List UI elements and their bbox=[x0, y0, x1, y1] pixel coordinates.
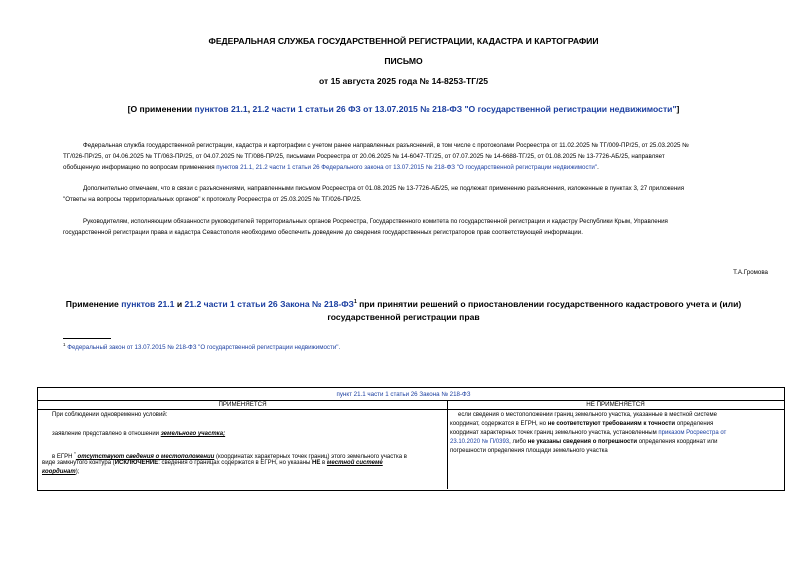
left-cell-line-1: При соблюдении одновременно условий: bbox=[52, 412, 168, 418]
document-type: ПИСЬМО bbox=[384, 56, 423, 66]
right-cell-coords: координат, содержатся в ЕГРН, но bbox=[450, 421, 548, 427]
paragraph-1-end: . bbox=[597, 164, 599, 171]
paragraph-1-line-3 bbox=[63, 163, 599, 174]
footnote-separator bbox=[63, 338, 111, 339]
column-header-applies: ПРИМЕНЯЕТСЯ bbox=[218, 401, 267, 408]
left-cell-in: в bbox=[320, 460, 327, 466]
table-caption[interactable]: пункт 21.1 части 1 статьи 26 Закона № 218-ФЗ bbox=[336, 391, 471, 398]
left-cell-egrn: в ЕГРН bbox=[52, 454, 75, 460]
section-title-mid: и bbox=[174, 299, 185, 309]
left-cell-not: НЕ bbox=[312, 460, 321, 466]
right-cell-order-link[interactable]: приказом Росреестра от bbox=[658, 430, 727, 436]
right-cell-line-1: если сведения о местоположении границ земельного участка, указанные в местной системе bbox=[458, 412, 717, 418]
paragraph-3-line-2: государственной регистрации права и кадастра Севастополя необходимо обеспечить доведение до сведения государственных регистраторов прав соответствующей информации. bbox=[63, 229, 583, 236]
subject-link-21-1[interactable]: пунктов 21.1 bbox=[194, 104, 248, 114]
left-cell-line-4 bbox=[42, 459, 383, 469]
paragraph-1-text: обобщенную информацию по вопросам применения bbox=[63, 164, 217, 171]
left-cell-line-2 bbox=[52, 430, 225, 440]
section-title-line-2: государственной регистрации прав bbox=[327, 312, 480, 322]
right-cell-order-number-link[interactable]: 23.10.2020 № П/0393 bbox=[450, 439, 510, 445]
section-title-pre: Применение bbox=[65, 299, 122, 309]
footnote bbox=[63, 342, 340, 351]
right-cell-determination: определения bbox=[675, 421, 714, 427]
subject-separator: , bbox=[247, 104, 253, 114]
left-cell-exception: ИСКЛЮЧЕНИЕ bbox=[114, 460, 159, 466]
paragraph-3-line-1: Руководителям, исполняющим обязанности руководителей территориальных органов Росреестра, Государственного комитета по государственной регистрации и кадастру Республики Крым, Управления bbox=[83, 218, 668, 225]
paragraph-1-line-1: Федеральная служба государственной регистрации, кадастра и картографии с учетом ранее направленных разъяснений, в том числе с протоколами Росреестра от 11.02.2025 № ТГ/009-ПР/25, от 25.03.2025 № bbox=[83, 142, 689, 149]
section-link-21-1[interactable]: пунктов 21.1 bbox=[121, 299, 175, 309]
footnote-mark: 1 bbox=[63, 342, 66, 347]
section-title-post: при принятии решений о приостановлении государственного кадастрового учета и (или) bbox=[356, 299, 742, 309]
right-cell-or: , либо bbox=[509, 439, 528, 445]
footnote-reference[interactable]: 1 bbox=[353, 299, 357, 306]
subject-open: [О применении bbox=[127, 104, 195, 114]
left-cell-no-location: отсутствуют сведения о местоположении bbox=[75, 454, 215, 460]
paragraph-2-line-2: "Ответы на вопросы территориальных органов" к протоколу Росреестра от 25.03.2025 № ТГ/026-ПР/25. bbox=[63, 196, 362, 203]
paragraph-1-law-link[interactable]: пунктов 21.1, 21.2 части 1 статьи 26 Федерального закона от 13.07.2015 № 218-ФЗ "О государственной регистрации недвижимости" bbox=[216, 164, 598, 171]
left-cell-text: заявление представлено в отношении bbox=[52, 431, 161, 437]
signature: Т.А.Громова bbox=[733, 269, 768, 276]
paragraph-1-line-2: ТГ/026-ПР/25, от 04.06.2025 № ТГ/063-ПР/25, от 04.07.2025 № ТГ/086-ПР/25, письмами Росреестра от 20.06.2025 № 14-6047-ТГ/25, от 07.07.2025 № 14-6688-ТГ/25, от 01.08.2025 № 13-7726-АБ/25, направляет bbox=[63, 153, 665, 160]
right-cell-line-5: погрешности определения площади земельного участка bbox=[450, 448, 608, 454]
paragraph-2-line-1: Дополнительно отмечаем, что в связи с разъяснениями, направленными письмом Росреестра от 01.08.2025 № 13-7726-АБ/25, не подлежат применению разъяснения, изложенные в пунктах 3, 27 приложения bbox=[83, 185, 685, 192]
left-cell-asterisk: * bbox=[74, 451, 76, 456]
left-cell-end: ); bbox=[75, 469, 80, 475]
right-cell-or-coords: определения координат или bbox=[637, 439, 718, 445]
left-cell-coords: (координатах характерных точек границ) этого земельного участка в bbox=[214, 454, 407, 460]
document-subject bbox=[0, 104, 807, 114]
section-link-21-2[interactable]: 21.2 части 1 статьи 26 Закона № 218-ФЗ bbox=[184, 299, 354, 309]
table-column-divider bbox=[447, 400, 448, 489]
left-cell-line-5 bbox=[42, 468, 79, 478]
left-cell-exception-text: : сведения о границах содержатся в ЕГРН, но указаны bbox=[158, 460, 313, 466]
right-cell-no-error-info: не указаны сведения о погрешности bbox=[527, 439, 638, 445]
left-cell-coordinates: координат bbox=[42, 469, 76, 475]
left-cell-contour: виде замкнутого контура ( bbox=[42, 460, 115, 466]
document-date: от 15 августа 2025 года № 14-8253-ТГ/25 bbox=[318, 76, 489, 86]
left-cell-emphasis: земельного участка; bbox=[160, 431, 226, 437]
section-title bbox=[0, 299, 807, 309]
footnote-law-link[interactable]: Федеральный закон от 13.07.2015 № 218-ФЗ "О государственной регистрации недвижимости". bbox=[67, 344, 341, 352]
subject-link-21-2[interactable]: 21.2 части 1 статьи 26 ФЗ от 13.07.2015 № 218-ФЗ "О государственной регистрации недвижимости" bbox=[252, 104, 677, 114]
agency-title: ФЕДЕРАЛЬНАЯ СЛУЖБА ГОСУДАРСТВЕННОЙ РЕГИСТРАЦИИ, КАДАСТРА И КАРТОГРАФИИ bbox=[208, 36, 599, 46]
subject-close: ] bbox=[676, 104, 680, 114]
left-cell-local-system: местной системе bbox=[326, 460, 383, 466]
column-header-not-applies: НЕ ПРИМЕНЯЕТСЯ bbox=[586, 401, 645, 408]
right-cell-accuracy: не соответствуют требованиям к точности bbox=[547, 421, 676, 427]
right-cell-points: координат характерных точек границ земельного участка, установленным bbox=[450, 430, 659, 436]
table-header-divider bbox=[38, 409, 784, 410]
